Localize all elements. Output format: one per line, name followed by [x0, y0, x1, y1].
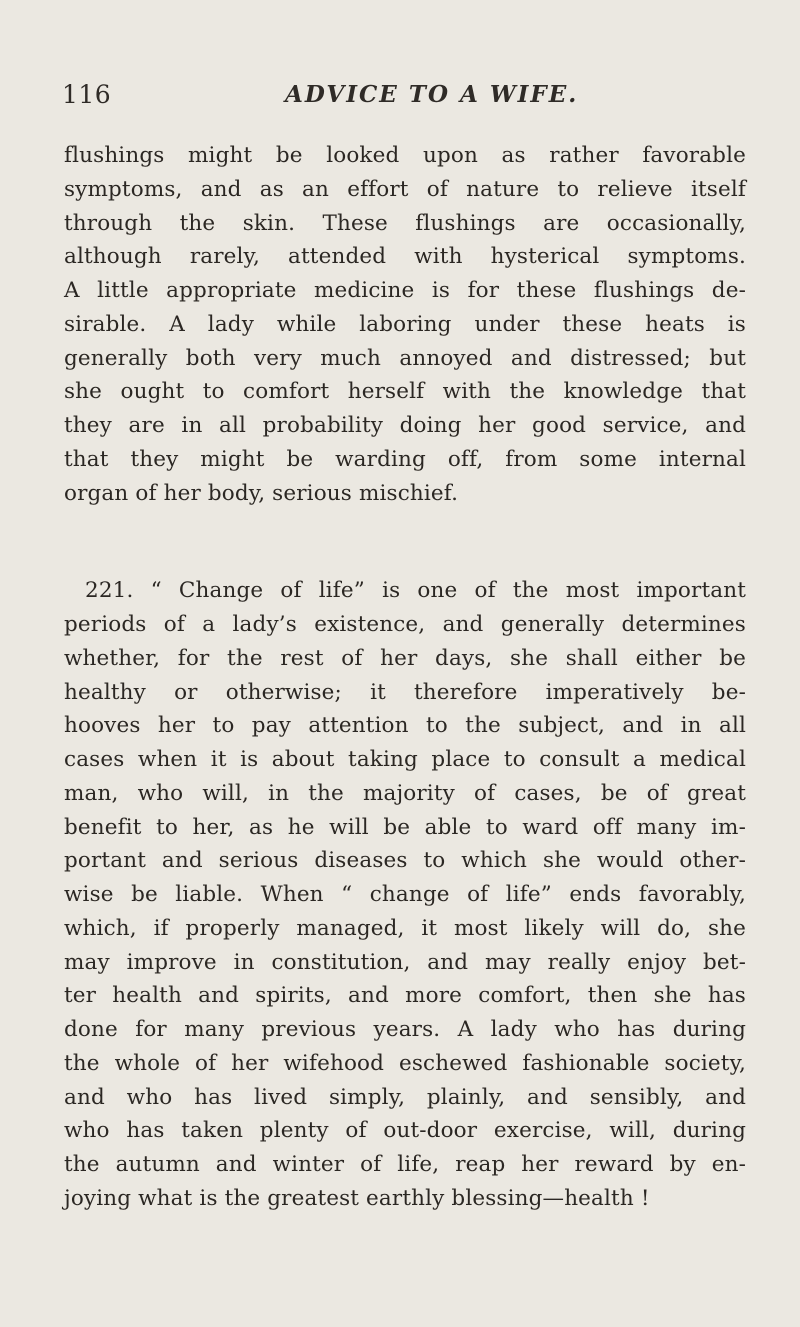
text-line: A little appropriate medicine is for these flushings de-	[64, 278, 746, 303]
text-line: although rarely, attended with hysterical symptoms.	[64, 244, 746, 270]
text-line: symptoms, and as an effort of nature to relieve itself	[64, 176, 746, 202]
paragraph-spacing	[84, 510, 746, 574]
text-line: wise be liable. When “ change of life” ends favorably,	[64, 882, 746, 907]
text-line: and who has lived simply, plainly, and sensibly, and	[64, 1084, 746, 1110]
paragraph-flushings	[64, 139, 746, 510]
text-line: organ of her body, serious mischief.	[64, 480, 459, 506]
paragraph-change-of-life	[64, 574, 746, 1215]
text-line: whether, for the rest of her days, she shall either be	[64, 645, 746, 671]
text-line: done for many previous years. A lady who has during	[64, 1017, 746, 1042]
body-text	[64, 139, 746, 1216]
text-line: that they might be warding off, from some internal	[64, 446, 746, 472]
running-title: ADVICE TO A WIFE.	[285, 81, 579, 108]
text-line: cases when it is about taking place to consult a medical	[64, 747, 746, 772]
text-line: sirable. A lady while laboring under these heats is	[64, 311, 746, 337]
text-line: ter health and spirits, and more comfort, then she has	[64, 983, 746, 1009]
text-line: portant and serious diseases to which she would other-	[64, 848, 746, 874]
text-line: benefit to her, as he will be able to ward off many im-	[64, 814, 746, 840]
text-line: she ought to comfort herself with the knowledge that	[64, 379, 746, 405]
text-line: the whole of her wifehood eschewed fashionable society,	[64, 1050, 746, 1076]
text-line: 221. “ Change of life” is one of the most important	[85, 578, 746, 604]
text-line: the autumn and winter of life, reap her reward by en-	[64, 1152, 746, 1177]
text-line: generally both very much annoyed and distressed; but	[64, 345, 746, 371]
page-number: 116	[62, 80, 112, 109]
text-line: healthy or otherwise; it therefore imperatively be-	[64, 679, 746, 705]
text-line: flushings might be looked upon as rather favorable	[64, 143, 746, 168]
text-line: may improve in constitution, and may really enjoy bet-	[64, 949, 746, 975]
text-line: which, if properly managed, it most likely will do, she	[64, 915, 746, 941]
text-line: joying what is the greatest earthly blessing—health !	[64, 1185, 650, 1211]
text-line: man, who will, in the majority of cases, be of great	[64, 780, 746, 806]
text-line: they are in all probability doing her good service, and	[64, 413, 746, 438]
text-line: who has taken plenty of out-door exercise, will, during	[64, 1118, 746, 1144]
text-line: hooves her to pay attention to the subject, and in all	[64, 713, 746, 739]
text-line: periods of a lady’s existence, and generally determines	[64, 612, 746, 637]
text-line: through the skin. These flushings are occasionally,	[64, 210, 746, 236]
page-header	[62, 80, 742, 112]
